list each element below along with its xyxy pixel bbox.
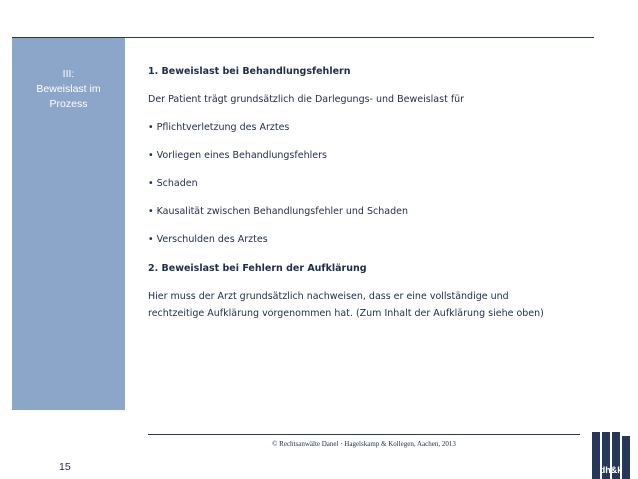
section-title <box>12 67 125 112</box>
bullet-item: • Pflichtverletzung des Arztes <box>148 122 290 133</box>
paragraph-line: rechtzeitige Aufklärung vorgenommen hat. (Zum Inhalt der Aufklärung siehe oben) <box>148 308 544 319</box>
logo-text: dh&k <box>599 465 623 475</box>
page-number: 15 <box>59 461 71 473</box>
section-title-line: Prozess <box>49 98 88 110</box>
main-content <box>148 64 598 321</box>
section-sidebar <box>12 38 125 410</box>
paragraph-line: Hier muss der Arzt grundsätzlich nachweisen, dass er eine vollständige und <box>148 291 509 302</box>
section-title-line: III: <box>62 68 75 80</box>
bullet-item: • Vorliegen eines Behandlungsfehlers <box>148 150 327 161</box>
heading-treatment-errors: 1. Beweislast bei Behandlungsfehlern <box>148 66 351 77</box>
firm-logo <box>592 432 632 479</box>
section-title-line: Beweislast im <box>36 83 101 95</box>
copyright-notice: © Rechtsanwälte Danel · Hagelskamp & Kollegen, Aachen, 2013 <box>272 440 456 448</box>
logo-bar <box>622 436 630 479</box>
bottom-divider <box>148 434 580 435</box>
bullet-item: • Schaden <box>148 178 198 189</box>
bullet-item: • Verschulden des Arztes <box>148 234 268 245</box>
heading-consent-errors: 2. Beweislast bei Fehlern der Aufklärung <box>148 263 367 274</box>
bullet-item: • Kausalität zwischen Behandlungsfehler und Schaden <box>148 206 408 217</box>
intro-text: Der Patient trägt grundsätzlich die Darlegungs- und Beweislast für <box>148 94 465 105</box>
